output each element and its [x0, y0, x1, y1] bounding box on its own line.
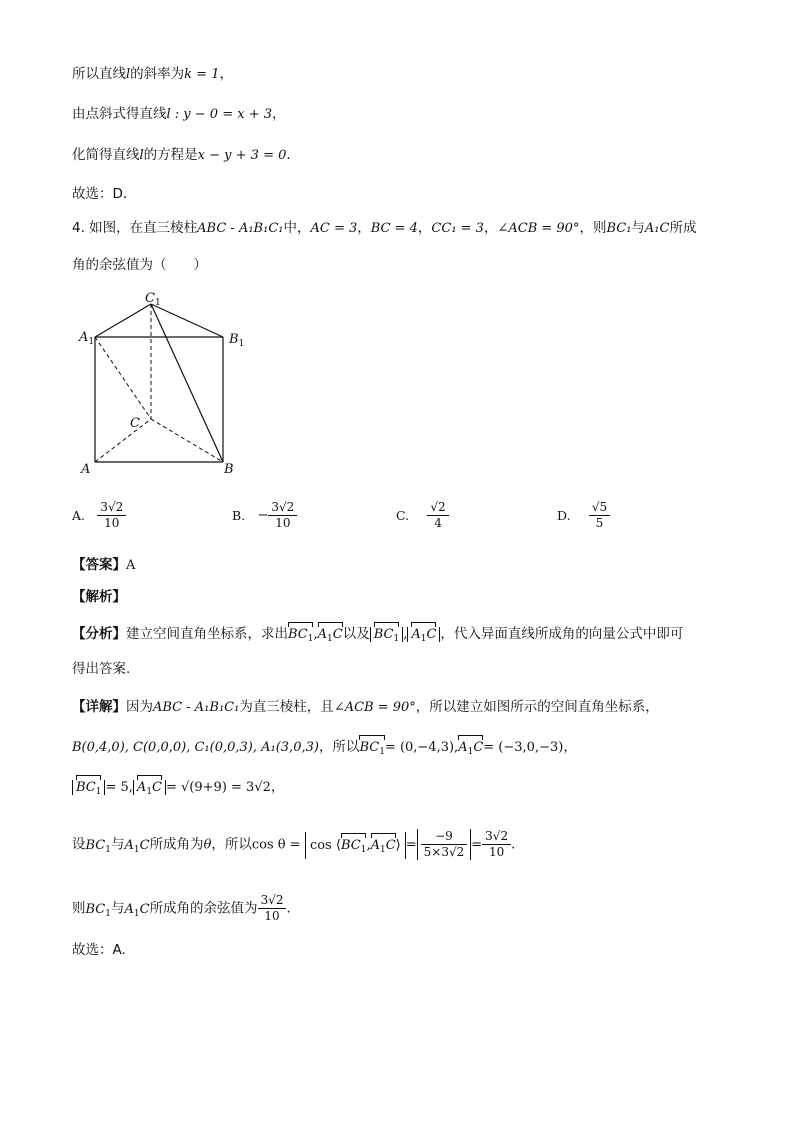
solution-line-slope [72, 64, 233, 85]
edge-c1b1 [151, 304, 223, 337]
vector-a1c: $A_1C$ [458, 738, 483, 762]
option-d [557, 500, 610, 531]
analysis-summary: 【分析】建立空间直角坐标系，求出$BC_1,A_1C$以及 $BC_1$ , $A_1C$ ，代入异面直线所成角的向量公式中即可 [72, 624, 683, 649]
math-a1c: $A_1C$ [124, 901, 150, 919]
equals: = [471, 837, 483, 853]
label-c: C [130, 416, 140, 431]
text: ，所以 [318, 739, 360, 755]
text: ， [357, 220, 371, 236]
final-choice: 故选：A. [72, 942, 126, 958]
solution-line-equation [72, 145, 300, 166]
label-a1: $A_1$ [79, 330, 95, 347]
question-stem [72, 218, 696, 239]
label-b: B [224, 462, 234, 477]
text: ，所以 [211, 836, 252, 853]
text: 化简得直线 [72, 147, 140, 163]
math-expression: k = 1 [184, 67, 220, 82]
option-value [97, 500, 126, 531]
denominator: 4 [434, 516, 442, 530]
option-label: A. [72, 508, 86, 523]
text: 则 [72, 900, 86, 917]
minus-sign: − [257, 508, 269, 523]
text: ，所以建立如图所示的空间直角坐标系， [415, 699, 659, 715]
option-value [589, 500, 610, 531]
answer-value: A [126, 558, 136, 573]
text: 的方程是 [143, 147, 198, 163]
option-label: C. [396, 508, 410, 523]
math-expression: A₁C [644, 221, 670, 236]
answer-line [72, 555, 135, 576]
denominator: 5 [595, 516, 604, 530]
detail-magnitudes [72, 777, 284, 802]
vector-value: = (0,−4,3), [384, 740, 459, 755]
detail-cosine [72, 829, 515, 860]
text: ， [272, 106, 286, 122]
prism-diagram [72, 285, 262, 480]
option-value [268, 500, 297, 531]
math-expression: ABC - A₁B₁C₁ [197, 221, 284, 236]
math-var: l [126, 67, 131, 82]
option-a [72, 500, 126, 531]
text: 与 [631, 220, 645, 236]
text: 建立空间直角坐标系，求出 [126, 626, 288, 642]
detail-conclusion [72, 893, 291, 924]
option-label: B. [232, 508, 246, 523]
denominator: 10 [104, 516, 120, 530]
math-expression: ABC - A₁B₁C₁ [153, 700, 240, 715]
math-expression: CC₁ = 3 [431, 221, 484, 236]
detail-intro [72, 697, 659, 718]
text: 由点斜式得直线 [72, 106, 167, 122]
text: ， [270, 779, 285, 795]
math-expression: ∠ACB = 90° [333, 700, 416, 715]
numerator: 3√2 [268, 500, 297, 516]
edge-bc-hidden [151, 419, 223, 462]
numerator: 3√2 [97, 500, 126, 516]
text: 以及 [342, 626, 370, 642]
detail-coordinates [72, 737, 577, 762]
vector-value: = (−3,0,−3) [483, 740, 564, 755]
magnitude-a1c: $A_1C$ [407, 627, 440, 642]
text: 设 [72, 836, 86, 853]
edge-a1c-hidden [95, 337, 151, 419]
text: ， [563, 739, 577, 755]
text: 与 [110, 836, 125, 853]
math-expression: ∠ACB = 90° [497, 221, 580, 236]
text: ， [483, 220, 498, 236]
text: 为直三棱柱，且 [239, 699, 334, 715]
edge-a1c1 [95, 304, 151, 337]
analysis-tag: 【解析】 [72, 589, 126, 605]
option-c [396, 500, 449, 531]
conclusion-fraction [258, 893, 287, 924]
edge-ac-hidden [95, 419, 151, 462]
text: 所成角的余弦值为 [149, 900, 258, 917]
magnitude-value: = √(9+9) = 3√2 [166, 780, 271, 795]
option-label: D. [557, 508, 571, 523]
abs-fraction [417, 829, 472, 860]
detail-tag: 【详解】 [72, 699, 126, 715]
math-expression: l : y − 0 = x + 3 [166, 107, 272, 122]
text: 中， [283, 220, 311, 236]
coordinates: B(0,4,0), C(0,0,0), C₁(0,0,3), A₁(3,0,3) [72, 740, 319, 755]
numerator: √5 [589, 500, 610, 516]
text: ， [417, 220, 432, 236]
text: 4. 如图，在直三棱柱 [72, 220, 198, 236]
magnitude-bc1: $BC_1$ [72, 780, 105, 795]
solution-choice: 故选：D． [72, 186, 137, 202]
solution-line-point-slope [72, 104, 286, 125]
math-bc1: $BC_1$ [85, 901, 111, 919]
math-bc1: $BC_1$ [85, 837, 111, 855]
text: 所成角为 [149, 836, 204, 853]
math-var: l [139, 148, 144, 163]
math-a1c: $A_1C$ [124, 837, 150, 855]
magnitude-value: = 5, [105, 780, 133, 795]
denominator: 10 [488, 845, 505, 859]
denominator: 5×3√2 [423, 845, 465, 859]
text: 与 [110, 900, 125, 917]
text: 所以直线 [72, 66, 126, 82]
numerator: √2 [427, 500, 448, 516]
text: ． [286, 147, 300, 163]
equals: = [405, 837, 417, 853]
text: ，代入异面直线所成角的向量公式中即可 [440, 626, 684, 642]
option-b [232, 500, 297, 531]
question-stem-line2: 角的余弦值为（ ） [72, 257, 207, 273]
denominator: 10 [264, 909, 280, 923]
label-a: A [81, 462, 91, 477]
math-expression: BC = 4 [370, 221, 418, 236]
magnitude-a1c: $A_1C$ [133, 780, 166, 795]
edge-bc1 [151, 304, 223, 462]
text: 的斜率为 [130, 66, 185, 82]
vector-bc1: $BC_1$ [288, 625, 313, 649]
summary-tag: 【分析】 [72, 626, 126, 642]
numerator: 3√2 [482, 829, 511, 845]
math-expression: AC = 3 [310, 221, 358, 236]
analysis-summary-line2: 得出答案. [72, 661, 131, 677]
text: 所成 [669, 220, 697, 236]
vector-a1c: $A_1C$ [318, 625, 343, 649]
text: . [286, 901, 291, 917]
math-expression: BC₁ [606, 221, 632, 236]
answer-tag: 【答案】 [72, 557, 126, 573]
text: ， [219, 66, 233, 82]
magnitude-bc1: $BC_1$ [370, 627, 403, 642]
result-fraction [482, 829, 511, 860]
math-theta: θ [203, 837, 212, 853]
label-c1: $C_1$ [145, 291, 161, 308]
option-value [427, 500, 448, 531]
vector-bc1: $BC_1$ [359, 738, 384, 762]
numerator: 3√2 [258, 893, 287, 909]
text: ，则 [579, 220, 607, 236]
math-expression: cos θ = [251, 837, 301, 853]
text: . [511, 837, 516, 853]
denominator: 10 [275, 516, 291, 530]
text: 因为 [126, 699, 153, 715]
abs-cos-vectors: $\cos ⟨BC_1,A_1C⟩$ [305, 832, 406, 859]
math-expression: x − y + 3 = 0 [197, 148, 287, 163]
numerator: −9 [421, 829, 468, 845]
label-b1: $B_1$ [229, 332, 245, 349]
